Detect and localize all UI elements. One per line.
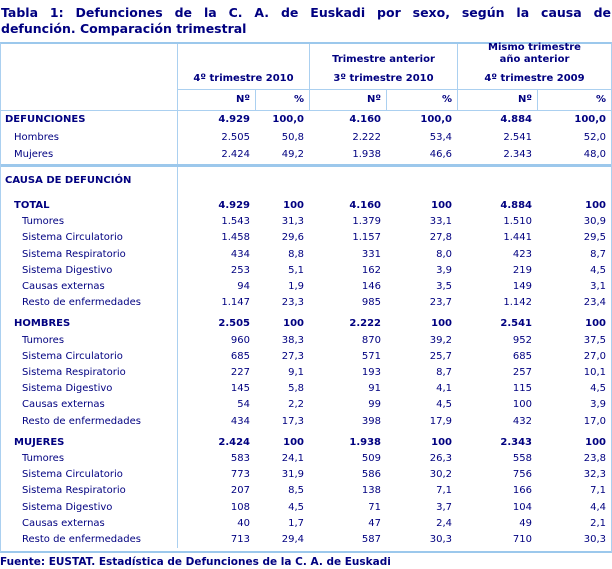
cell-percent: 4,5 [590, 264, 606, 276]
cell-percent: 10,1 [583, 367, 606, 379]
cell-percent: 7,1 [436, 485, 452, 497]
cell-percent: 100,0 [272, 114, 304, 125]
row-label: Tumores [1, 451, 178, 467]
cell-count: 71 [368, 501, 381, 513]
column-group-current-quarter [178, 44, 309, 90]
cell-count: 756 [512, 469, 532, 481]
cell-count: 2.505 [221, 131, 250, 143]
cell-count: 99 [368, 399, 381, 411]
cell-percent: 100,0 [574, 114, 606, 125]
cell-percent: 30,3 [583, 534, 606, 546]
cell-percent: 1,9 [288, 281, 304, 292]
cell-count: 100 [512, 399, 532, 411]
cell-count: 54 [237, 399, 250, 411]
cell-count: 713 [230, 534, 250, 546]
table-row [1, 129, 611, 147]
cell-count: 398 [361, 415, 381, 427]
row-label: Causas externas [1, 516, 178, 532]
cell-percent: 46,6 [429, 149, 452, 161]
cell-percent: 3,5 [436, 281, 452, 292]
cell-count: 586 [361, 469, 381, 481]
row-label: Sistema Respiratorio [1, 247, 178, 263]
cell-count: 149 [512, 281, 532, 292]
cell-count: 2.222 [349, 318, 381, 330]
cell-count: 773 [230, 469, 250, 481]
table-row [1, 333, 611, 349]
column-group-period-label: 3º trimestre 2010 [333, 73, 434, 84]
table-row [1, 500, 611, 516]
page-title-line2: defunción. Comparación trimestral [1, 20, 247, 36]
cell-count: 1.142 [503, 297, 532, 309]
row-label: Sistema Digestivo [1, 263, 178, 279]
row-label: Sistema Respiratorio [1, 365, 178, 381]
cell-count: 4.884 [500, 199, 532, 211]
cell-count: 40 [237, 517, 250, 529]
cell-count: 2.343 [500, 436, 532, 448]
cell-percent [255, 167, 309, 191]
subheader-percent: % [255, 90, 309, 110]
table-row [1, 295, 611, 311]
subheader-count: Nº [457, 90, 537, 110]
cell-percent: 3,9 [436, 264, 452, 276]
cell-count: 104 [512, 501, 532, 513]
cell-count: 1.938 [349, 436, 381, 448]
table-row [1, 191, 611, 214]
cell-count: 1.458 [221, 232, 250, 244]
cell-percent: 23,7 [429, 297, 452, 309]
column-group-period-label: 4º trimestre 2009 [484, 73, 585, 84]
column-group-year-ago-quarter [457, 44, 611, 90]
cell-percent: 29,4 [281, 534, 304, 546]
table-row [1, 516, 611, 532]
cell-count: 331 [361, 248, 381, 260]
row-label: Sistema Circulatorio [1, 467, 178, 483]
cell-count: 587 [361, 534, 381, 546]
cell-count: 4.929 [218, 199, 250, 211]
cell-percent: 17,9 [429, 415, 452, 427]
cell-count: 1.379 [352, 216, 381, 228]
subheader-count: Nº [309, 90, 386, 110]
cell-percent: 39,2 [429, 334, 452, 346]
cell-count: 1.441 [503, 232, 532, 244]
table-row [1, 146, 611, 164]
table-row [1, 167, 611, 191]
cell-percent: 8,5 [288, 485, 304, 497]
row-label: Sistema Circulatorio [1, 349, 178, 365]
cell-percent: 1,7 [288, 517, 304, 529]
row-label: Sistema Circulatorio [1, 230, 178, 246]
row-label: HOMBRES [1, 311, 178, 332]
table-row [1, 451, 611, 467]
cell-count: 115 [512, 383, 532, 395]
cell-percent: 30,2 [429, 469, 452, 481]
cell-count: 108 [230, 501, 250, 513]
cell-percent: 4,5 [436, 399, 452, 411]
cell-percent: 29,6 [281, 232, 304, 244]
table-row [1, 483, 611, 499]
table-row [1, 311, 611, 332]
cell-count: 162 [361, 264, 381, 276]
column-group-period-label: 4º trimestre 2010 [193, 73, 294, 84]
table-row [1, 532, 611, 548]
column-group-caption: Trimestre anterior [332, 54, 435, 65]
cell-count: 960 [230, 334, 250, 346]
cell-percent: 52,0 [583, 131, 606, 143]
table-row [1, 230, 611, 246]
cell-count: 583 [230, 453, 250, 465]
cell-count: 145 [230, 383, 250, 395]
cell-percent: 3,7 [436, 501, 452, 513]
cell-count: 49 [519, 517, 532, 529]
page-title-line1: Tabla 1: Defunciones de la C. A. de Euskadi por sexo, según la causa de [1, 5, 611, 20]
cell-count: 1.938 [352, 149, 381, 161]
cell-count: 509 [361, 453, 381, 465]
cell-percent: 8,0 [436, 248, 452, 260]
table-header [1, 44, 611, 111]
cell-percent: 4,4 [590, 501, 606, 513]
cell-percent: 100,0 [420, 114, 452, 125]
cell-count: 257 [512, 367, 532, 379]
cell-percent: 27,3 [281, 350, 304, 362]
cell-percent: 24,1 [281, 453, 304, 465]
table-row [1, 349, 611, 365]
cell-percent: 2,1 [590, 517, 606, 529]
cell-percent: 23,8 [583, 453, 606, 465]
cell-count: 2.541 [503, 131, 532, 143]
cell-percent: 100 [283, 199, 304, 211]
row-label: Sistema Digestivo [1, 500, 178, 516]
cell-percent: 26,3 [429, 453, 452, 465]
cell-percent: 9,1 [288, 367, 304, 379]
cell-count: 47 [368, 517, 381, 529]
cell-percent: 2,2 [288, 399, 304, 411]
row-label: Sistema Respiratorio [1, 483, 178, 499]
cell-count: 952 [512, 334, 532, 346]
column-group-caption-line1: Mismo trimestre [488, 42, 581, 53]
table-row [1, 365, 611, 381]
cell-count: 1.147 [221, 297, 250, 309]
cell-percent: 8,7 [590, 248, 606, 260]
table-row [1, 381, 611, 397]
cell-count: 1.510 [503, 216, 532, 228]
cell-count: 166 [512, 485, 532, 497]
cell-percent: 100 [585, 436, 606, 448]
row-label: Mujeres [1, 146, 178, 164]
cell-percent: 27,0 [583, 350, 606, 362]
cell-percent: 5,1 [288, 264, 304, 276]
cell-count: 138 [361, 485, 381, 497]
cell-percent: 30,3 [429, 534, 452, 546]
row-label: CAUSA DE DEFUNCIÓN [1, 167, 178, 191]
cell-count: 193 [361, 367, 381, 379]
row-label: Sistema Digestivo [1, 381, 178, 397]
row-label: Hombres [1, 129, 178, 147]
section-defunciones [1, 111, 611, 164]
cell-count: 2.505 [218, 318, 250, 330]
cell-percent: 33,1 [429, 216, 452, 228]
row-label: Tumores [1, 214, 178, 230]
cell-percent: 32,3 [583, 469, 606, 481]
cell-count: 91 [368, 383, 381, 395]
cell-percent: 100 [585, 318, 606, 330]
column-group-caption-line2: año anterior [499, 54, 570, 65]
statistics-table [0, 42, 612, 553]
table-row [1, 279, 611, 295]
cell-count: 94 [237, 281, 250, 292]
table-row [1, 247, 611, 263]
row-label: Resto de enfermedades [1, 414, 178, 430]
row-label: MUJERES [1, 430, 178, 451]
source-note: Fuente: EUSTAT. Estadística de Defunciones de la C. A. de Euskadi [0, 556, 391, 569]
subheader-percent: % [537, 90, 611, 110]
page-title [0, 0, 612, 36]
cell-count: 434 [230, 248, 250, 260]
cell-count: 219 [512, 264, 532, 276]
cell-count: 685 [230, 350, 250, 362]
table-row [1, 111, 611, 129]
cell-percent: 23,3 [281, 297, 304, 309]
table-row [1, 414, 611, 430]
cell-percent: 37,5 [583, 334, 606, 346]
subheader-count: Nº [235, 94, 250, 105]
cell-count [457, 167, 537, 191]
cell-percent: 100 [585, 199, 606, 211]
cell-count: 4.160 [349, 199, 381, 211]
cell-percent: 4,1 [436, 383, 452, 395]
cell-count: 870 [361, 334, 381, 346]
row-label: Resto de enfermedades [1, 295, 178, 311]
cell-count: 1.543 [221, 216, 250, 228]
table-row [1, 263, 611, 279]
cell-percent: 3,1 [590, 281, 606, 292]
cell-count: 685 [512, 350, 532, 362]
cell-count: 1.157 [352, 232, 381, 244]
cell-percent: 100 [431, 199, 452, 211]
cell-count: 227 [230, 367, 250, 379]
cell-count: 2.424 [218, 436, 250, 448]
cell-count: 571 [361, 350, 381, 362]
row-label: DEFUNCIONES [1, 111, 178, 129]
cell-percent: 100 [283, 318, 304, 330]
cell-percent: 8,8 [288, 248, 304, 260]
cell-percent: 7,1 [590, 485, 606, 497]
table-row [1, 467, 611, 483]
cell-percent: 29,5 [583, 232, 606, 244]
subheader-percent: % [386, 90, 457, 110]
cell-percent: 48,0 [583, 149, 606, 161]
cell-count: 4.929 [218, 114, 250, 125]
cell-count [309, 167, 386, 191]
cell-percent: 4,5 [590, 383, 606, 395]
cell-percent: 3,9 [590, 399, 606, 411]
cell-percent: 25,7 [429, 350, 452, 362]
cell-count: 423 [512, 248, 532, 260]
cell-count: 985 [361, 297, 381, 309]
cell-percent [386, 167, 457, 191]
table-row [1, 214, 611, 230]
cell-percent: 2,4 [436, 517, 452, 529]
cell-percent: 100 [431, 436, 452, 448]
column-group-previous-quarter [309, 44, 457, 90]
cell-percent: 5,8 [288, 383, 304, 395]
cell-percent: 4,5 [288, 501, 304, 513]
cell-count: 4.884 [500, 114, 532, 125]
row-label: Causas externas [1, 397, 178, 413]
cell-count: 710 [512, 534, 532, 546]
header-empty-label-cell [1, 44, 178, 110]
cell-count: 432 [512, 415, 532, 427]
cell-count: 146 [361, 281, 381, 292]
cell-percent: 17,0 [583, 415, 606, 427]
cell-count: 2.222 [352, 131, 381, 143]
cell-percent: 100 [283, 436, 304, 448]
cell-percent: 17,3 [281, 415, 304, 427]
cell-count: 2.424 [221, 149, 250, 161]
cell-percent: 49,2 [281, 149, 304, 161]
cell-percent: 31,3 [281, 216, 304, 228]
table-row [1, 397, 611, 413]
cell-count [178, 167, 255, 191]
cell-percent: 23,4 [583, 297, 606, 309]
section-causa-de-defuncion [1, 167, 611, 551]
cell-percent [537, 167, 611, 191]
row-label: Tumores [1, 333, 178, 349]
cell-percent: 27,8 [429, 232, 452, 244]
cell-percent: 53,4 [429, 131, 452, 143]
cell-percent: 30,9 [583, 216, 606, 228]
row-label: Causas externas [1, 279, 178, 295]
row-label: Resto de enfermedades [1, 532, 178, 548]
cell-percent: 38,3 [281, 334, 304, 346]
cell-count: 207 [230, 485, 250, 497]
cell-percent: 31,9 [281, 469, 304, 481]
cell-count: 2.541 [500, 318, 532, 330]
row-label: TOTAL [1, 191, 178, 214]
cell-count: 253 [230, 264, 250, 276]
cell-count: 4.160 [349, 114, 381, 125]
cell-count: 2.343 [503, 149, 532, 161]
table-row [1, 430, 611, 451]
cell-percent: 100 [431, 318, 452, 330]
cell-count: 434 [230, 415, 250, 427]
cell-percent: 50,8 [281, 131, 304, 143]
cell-count: 558 [512, 453, 532, 465]
cell-percent: 8,7 [436, 367, 452, 379]
